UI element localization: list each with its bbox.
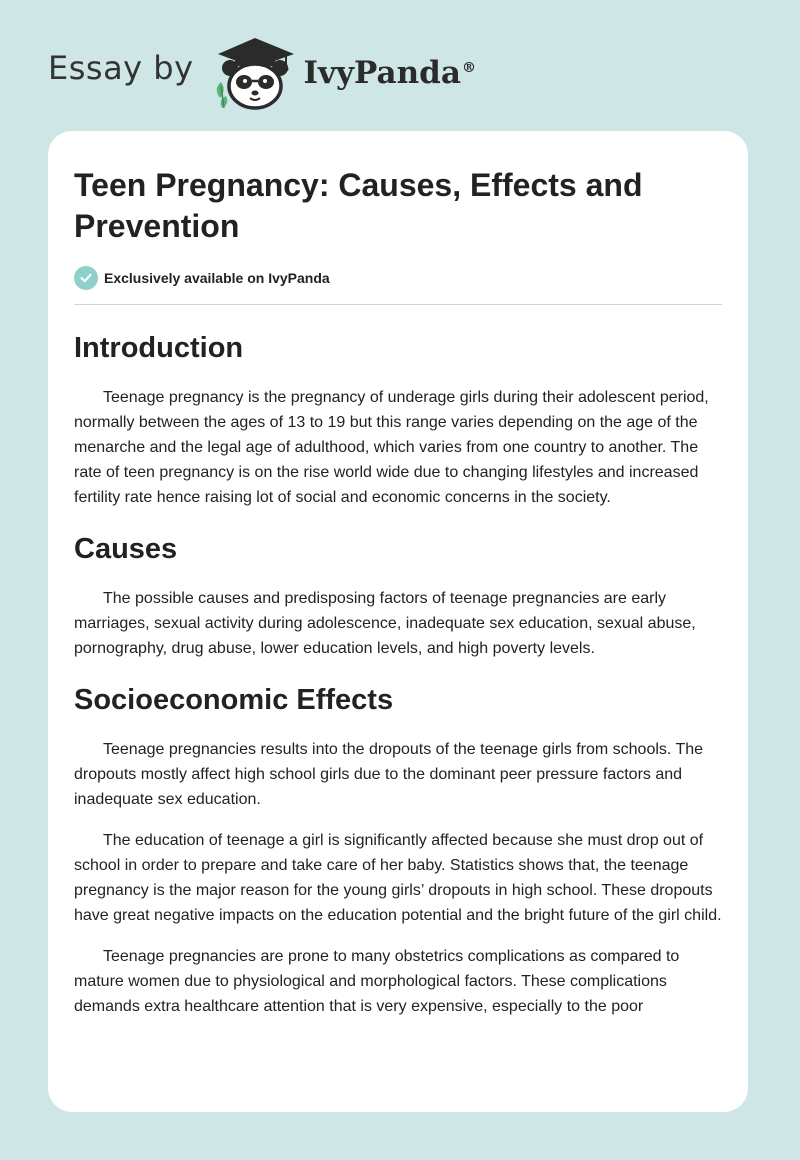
paragraph: Teenage pregnancies results into the dropouts of the teenage girls from schools. The dropouts mostly affect high school girls due to the dominant peer pressure factors and inadequate sex education.	[74, 741, 704, 808]
paragraph: Teenage pregnancies are prone to many obstetrics complications as compared to mature women due to physiological and morphological factors. These complications demands extra healthcare attention that is very expensive, especially to the poor	[74, 948, 680, 1015]
essay-card	[48, 131, 748, 1112]
brand-name-text: IvyPanda	[303, 55, 461, 91]
exclusive-badge-text: Exclusively available on IvyPanda	[104, 270, 330, 286]
section-heading: Socioeconomic Effects	[74, 684, 394, 716]
exclusive-badge	[74, 266, 722, 290]
section-heading: Introduction	[74, 332, 244, 364]
title-divider	[74, 304, 722, 305]
paragraph: Teenage pregnancy is the pregnancy of underage girls during their adolescent period, normally between the ages of 13 to 19 but this range varies depending on the age of the menarche and the legal age of adulthood, which varies from one country to another. The rate of teen pregnancy is on the rise world wide due to changing lifestyles and increased fertility rate hence raising lot of social and economic concerns in the society.	[74, 389, 709, 506]
paragraph: The education of teenage a girl is significantly affected because she must drop out of school in order to prepare and take care of her baby. Statistics shows that, the teenage pregnancy is the major reason for the young girls’ dropouts in high school. These dropouts have great negative impacts on the education potential and the bright future of the girl child.	[74, 832, 722, 924]
essay-title: Teen Pregnancy: Causes, Effects and Prevention	[74, 167, 643, 244]
ivypanda-logo-icon[interactable]	[210, 34, 300, 110]
brand-name	[304, 55, 476, 91]
check-circle-icon	[74, 266, 98, 290]
section-causes	[74, 532, 722, 661]
section-heading: Causes	[74, 533, 178, 565]
section-socioeconomic-effects	[74, 683, 722, 1019]
brand-header	[48, 34, 476, 110]
paragraph: The possible causes and predisposing factors of teenage pregnancies are early marriages, sexual activity during adolescence, inadequate sex education, sexual abuse, pornography, drug abuse, lower education levels, and high poverty levels.	[74, 590, 696, 657]
essay-by-label: Essay by	[48, 49, 194, 87]
registered-mark: ®	[461, 59, 476, 76]
section-introduction	[74, 331, 722, 510]
